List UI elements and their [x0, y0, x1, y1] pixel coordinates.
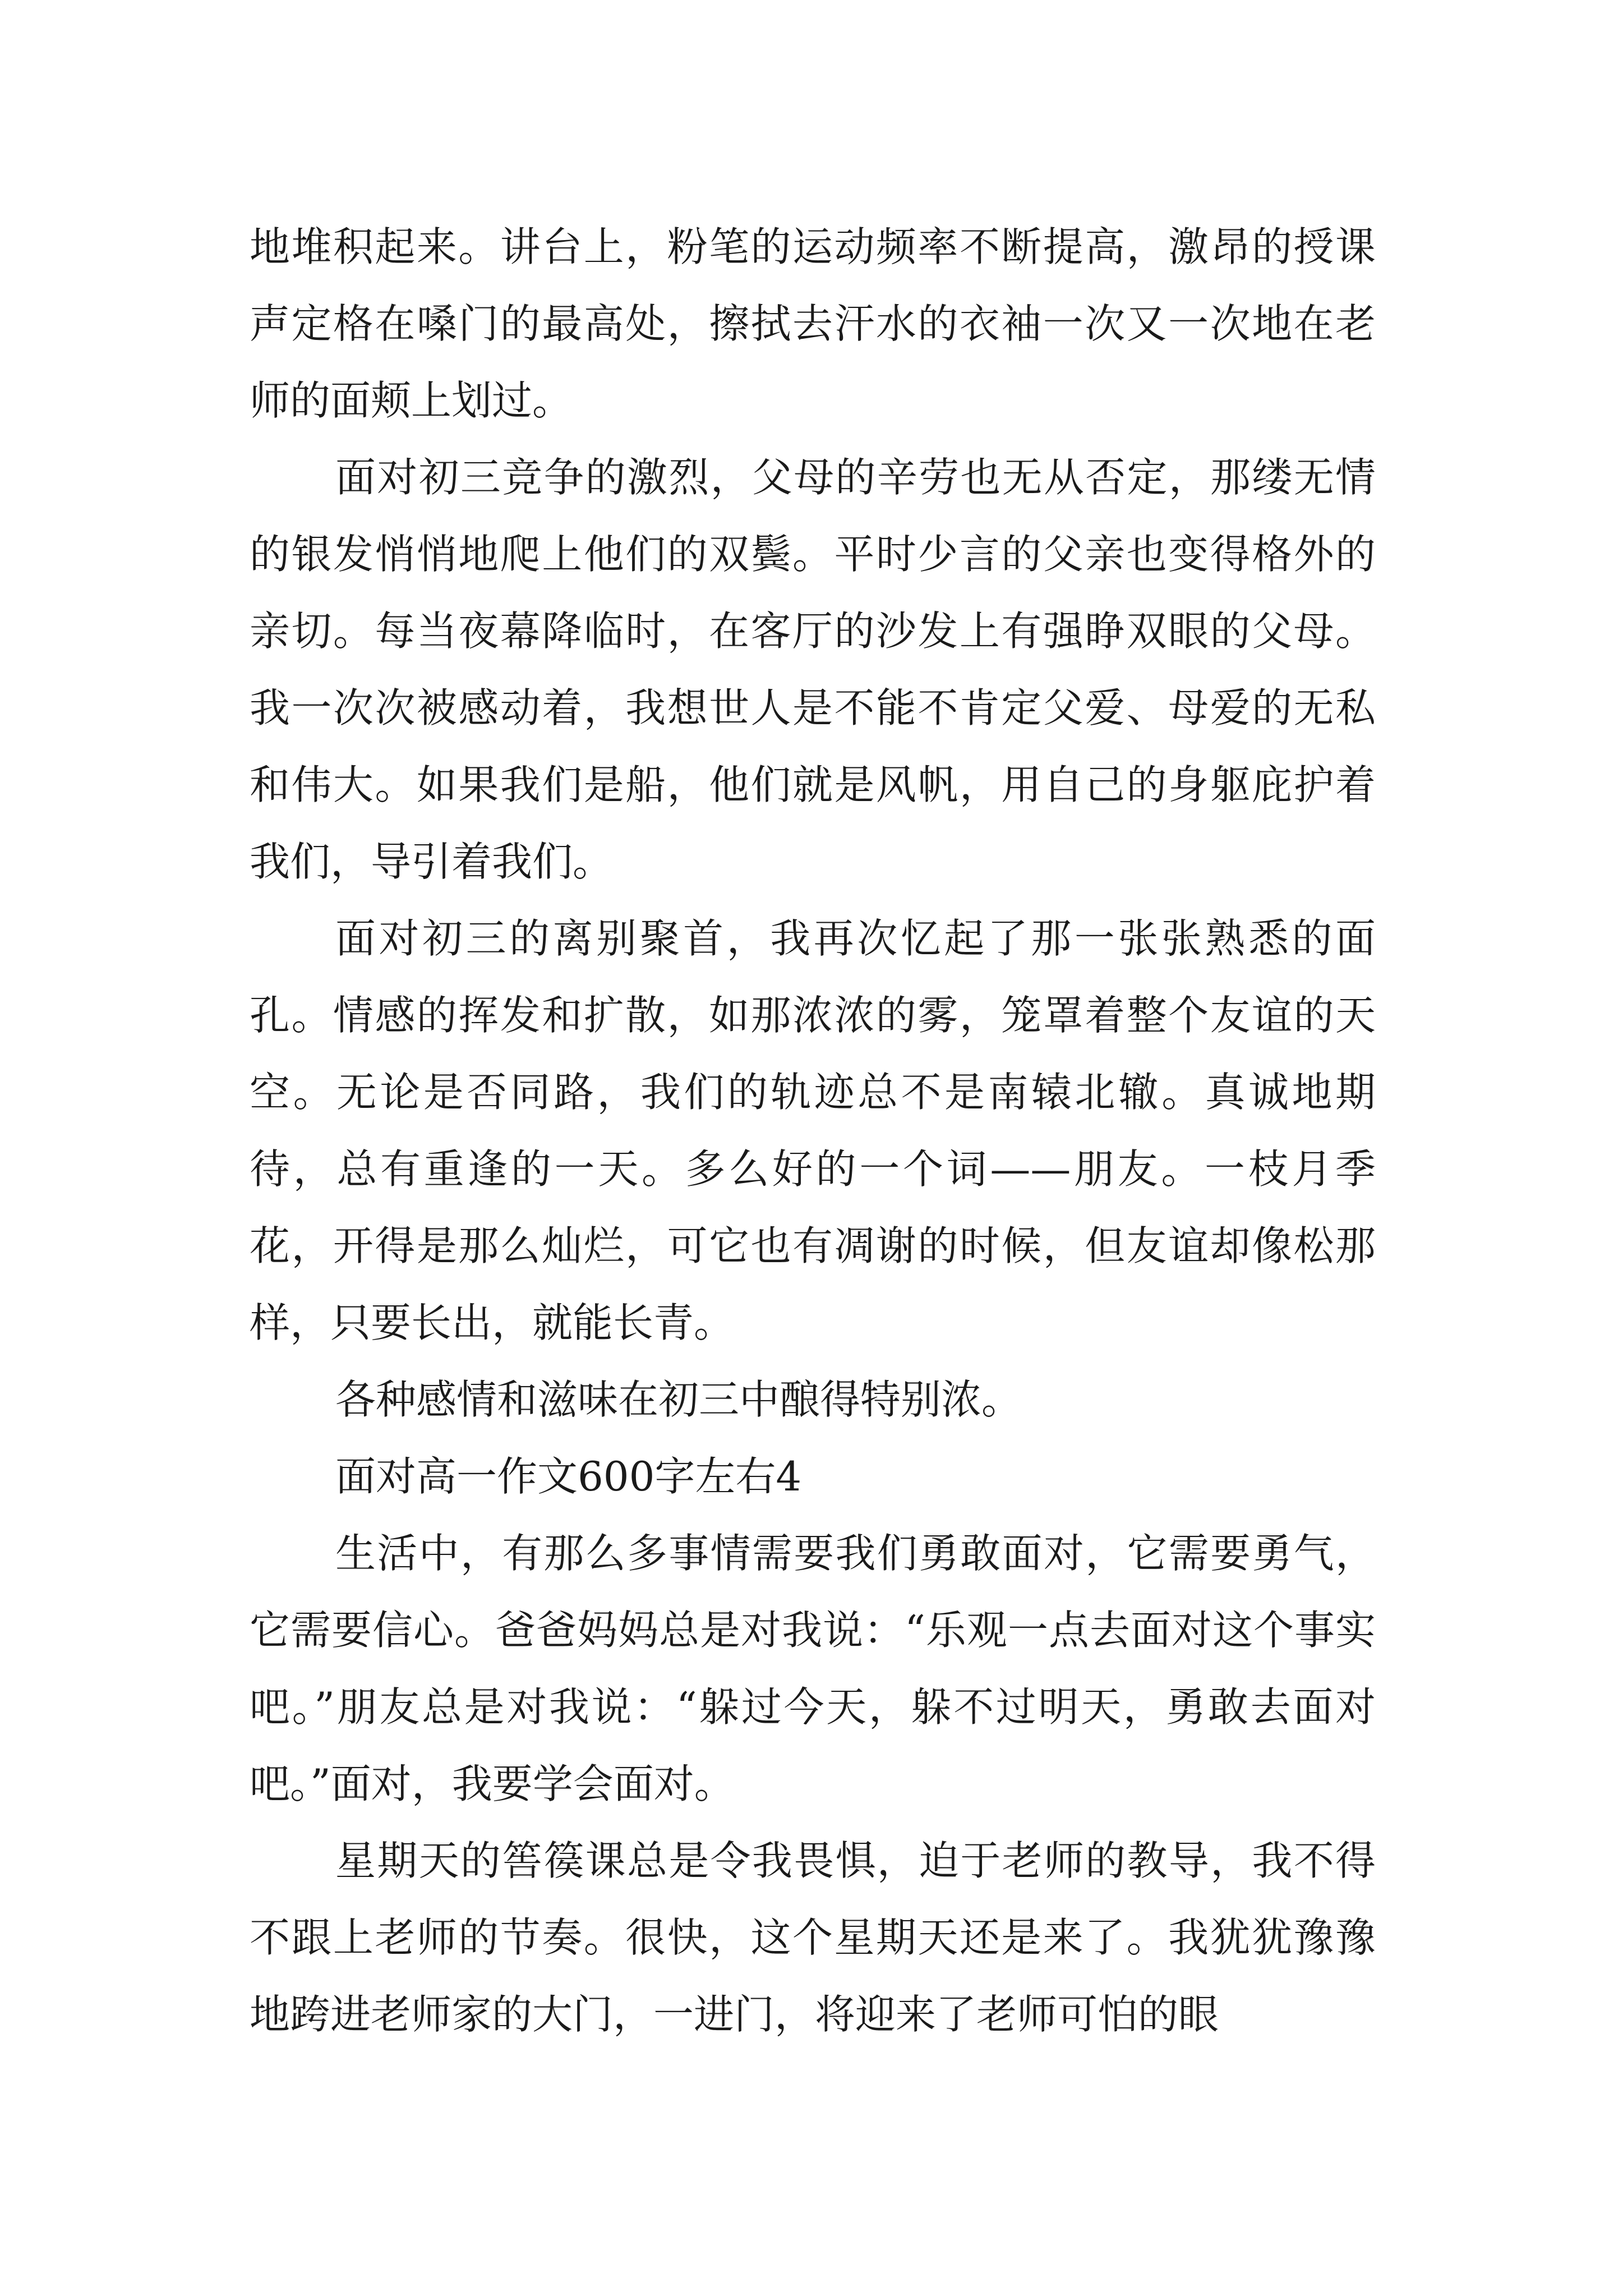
- paragraph-2: 面对初三竞争的激烈，父母的辛劳也无从否定，那缕无情的银发悄悄地爬上他们的双鬓。平时少言的父亲也变得格外的亲切。每当夜幕降临时，在客厅的沙发上有强睁双眼的父母。我一次次被感动着，我想世人是不能不肯定父爱、母爱的无私和伟大。如果我们是船，他们就是风帆，用自己的身躯庇护着我们，导引着我们。: [250, 454, 1376, 885]
- paragraph-1: 地堆积起来。讲台上，粉笔的运动频率不断提高，激昂的授课声定格在嗓门的最高处，擦拭去汗水的衣袖一次又一次地在老师的面颊上划过。: [250, 223, 1376, 424]
- paragraph-6: 星期天的筶篌课总是令我畏惧，迫于老师的教导，我不得不跟上老师的节奏。很快，这个星期天还是来了。我犹犹豫豫地跨进老师家的大门，一进门，将迎来了老师可怕的眼: [250, 1837, 1376, 2038]
- paragraph-3: 面对初三的离别聚首，我再次忆起了那一张张熟悉的面孔。情感的挥发和扩散，如那浓浓的雾，笼罩着整个友谊的天空。无论是否同路，我们的轨迹总不是南辕北辙。真诚地期待，总有重逢的一天。多么好的一个词——朋友。一枝月季花，开得是那么灿烂，可它也有凋谢的时候，但友谊却像松那样，只要长出，就能长青。: [250, 915, 1376, 1346]
- document-body: [250, 209, 1376, 2053]
- section-heading: 面对高一作文600字左右4: [335, 1453, 802, 1500]
- paragraph-5: 生活中，有那么多事情需要我们勇敢面对，它需要勇气，它需要信心。爸爸妈妈总是对我说：“乐观一点去面对这个事实吧。”朋友总是对我说：“躲过今天，躲不过明天，勇敢去面对吧。”面对，我要学会面对。: [250, 1530, 1376, 1807]
- paragraph-4: 各种感情和滋味在初三中酿得特别浓。: [335, 1376, 1022, 1423]
